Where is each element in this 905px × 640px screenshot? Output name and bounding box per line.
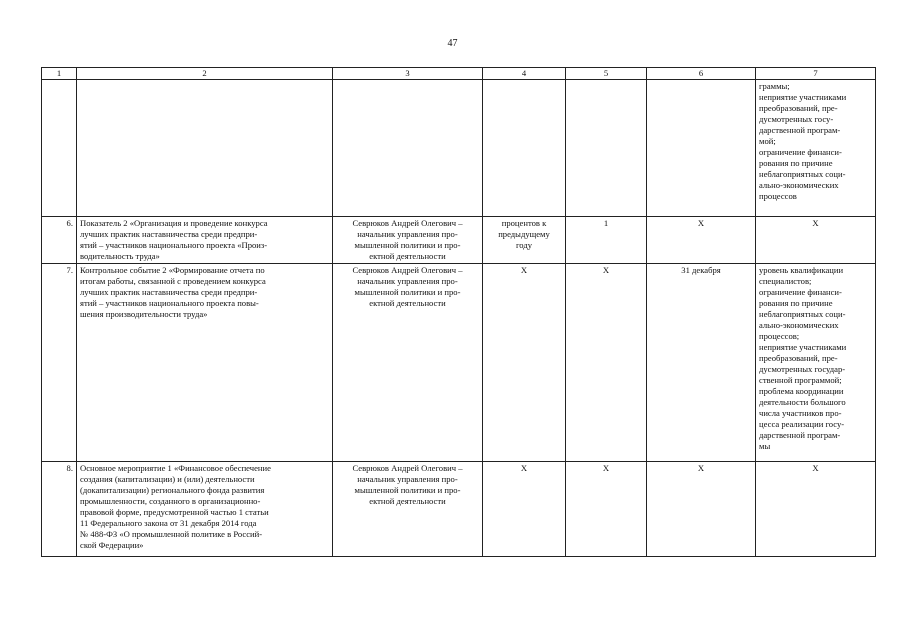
unit-cell: Х — [483, 462, 566, 557]
column-header: 1 — [42, 68, 77, 80]
column-header: 5 — [566, 68, 647, 80]
table-header-row — [42, 68, 876, 80]
risks-cell: граммы; неприятие участниками преобразований, пре- дусмотренных госу- дарственной програм- мой; ограничение финанси- рования по причине неблагоприятных соци- ально-экономических процессов — [756, 80, 876, 217]
value-cell — [566, 80, 647, 217]
table-row — [42, 80, 876, 217]
date-cell: Х — [647, 217, 756, 264]
row-number-cell: 8. — [42, 462, 77, 557]
activity-name-cell: Основное мероприятие 1 «Финансовое обеспечение создания (капитализации) и (или) деятельности (докапитализации) регионального фонда развития промышленности, созданного в организационно- правовой форме, предусмотренной частью 1 статьи 11 Федерального закона от 31 декабря 2014 года № 488-ФЗ «О промышленной политике в Россий- ской Федерации» — [77, 462, 333, 557]
row-number-cell — [42, 80, 77, 217]
date-cell: 31 декабря — [647, 264, 756, 462]
value-cell: Х — [566, 264, 647, 462]
program-table — [41, 67, 876, 557]
table-row — [42, 264, 876, 462]
responsible-cell: Севрюков Андрей Олегович – начальник управления про- мышленной политики и про- ектной деятельности — [333, 462, 483, 557]
column-header: 7 — [756, 68, 876, 80]
column-header: 4 — [483, 68, 566, 80]
page-number: 47 — [447, 38, 458, 49]
activity-name-cell — [77, 80, 333, 217]
row-number-cell: 7. — [42, 264, 77, 462]
responsible-cell: Севрюков Андрей Олегович – начальник управления про- мышленной политики и про- ектной деятельности — [333, 264, 483, 462]
date-cell — [647, 80, 756, 217]
column-header: 6 — [647, 68, 756, 80]
risks-cell: уровень квалификации специалистов; ограничение финанси- рования по причине неблагоприятных соци- ально-экономических процессов; неприятие участниками преобразований, пре- дусмотренных государ- ственной программой; проблема координации деятельности большого числа участников про- цесса реализации госу- дарственной програм- мы — [756, 264, 876, 462]
column-header: 2 — [77, 68, 333, 80]
activity-name-cell: Показатель 2 «Организация и проведение конкурса лучших практик наставничества среди предпри- ятий – участников национального проекта «Произ- водительность труда» — [77, 217, 333, 264]
table-row — [42, 217, 876, 264]
responsible-cell: Севрюков Андрей Олегович – начальник управления про- мышленной политики и про- ектной деятельности — [333, 217, 483, 264]
risks-cell: Х — [756, 462, 876, 557]
responsible-cell — [333, 80, 483, 217]
date-cell: Х — [647, 462, 756, 557]
unit-cell: Х — [483, 264, 566, 462]
column-header: 3 — [333, 68, 483, 80]
unit-cell: процентов к предыдущему году — [483, 217, 566, 264]
table-row — [42, 462, 876, 557]
row-number-cell: 6. — [42, 217, 77, 264]
activity-name-cell: Контрольное событие 2 «Формирование отчета по итогам работы, связанной с проведением конкурса лучших практик наставничества среди предпри- ятий – участников национального проекта повы- шения производительности труда» — [77, 264, 333, 462]
unit-cell — [483, 80, 566, 217]
value-cell: Х — [566, 462, 647, 557]
value-cell: 1 — [566, 217, 647, 264]
risks-cell: Х — [756, 217, 876, 264]
